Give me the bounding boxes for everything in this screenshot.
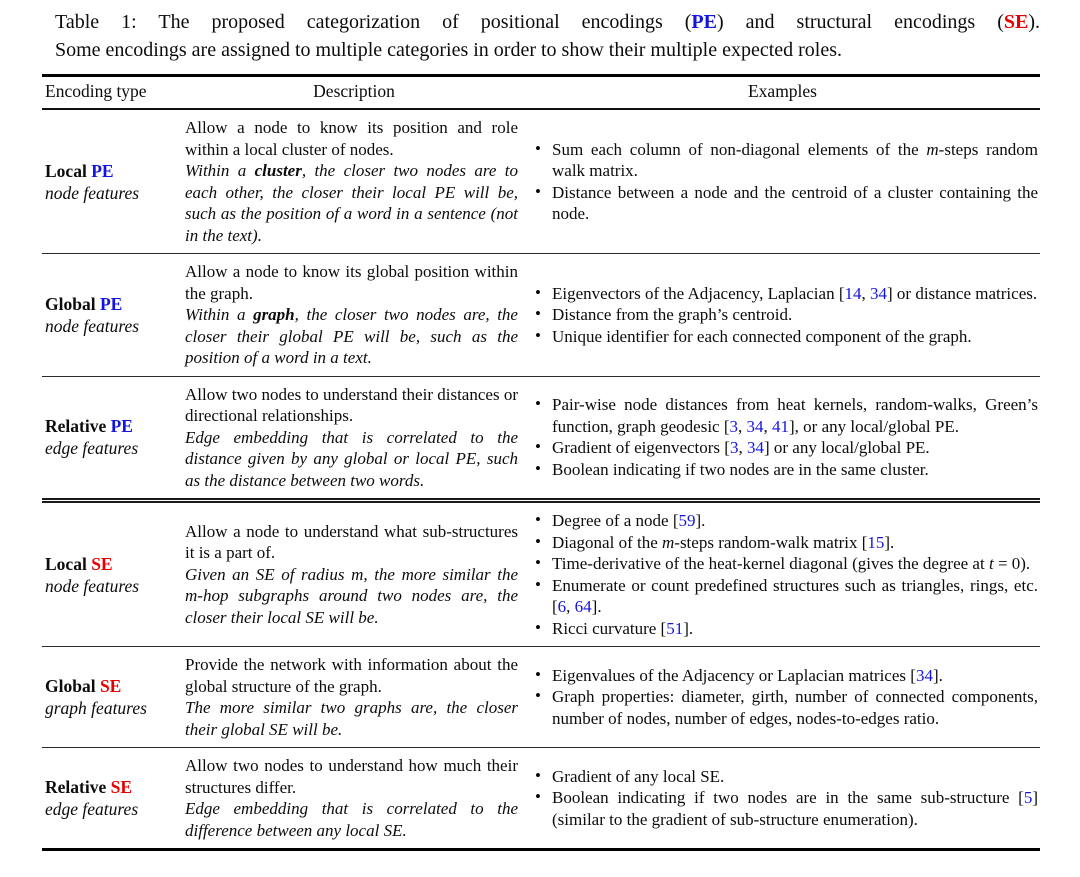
encoding-type-label [45,160,175,182]
text-segment: m [185,586,198,606]
bullet-icon: • [535,510,541,529]
citation-link[interactable]: 34 [870,283,887,303]
text-segment: ] or distance matrices. [887,283,1038,303]
encodings-table [42,74,1040,851]
example-item [530,665,1038,687]
description-cell [183,254,525,377]
text-segment: The more similar two graphs are, the closer their global SE will be. [185,698,518,739]
text-segment: , [763,416,772,436]
citation-link[interactable]: 14 [844,283,862,303]
text-segment: ]. [591,597,602,616]
feature-scope-label: node features [45,315,140,336]
text-segment: t [988,554,994,573]
citation-link[interactable]: 34 [915,665,933,685]
feature-scope-label: node features [45,575,140,596]
caption-line-2 [55,36,1040,64]
text-segment: Pair-wise node distances from heat kernels, random-walks, Green’s function, graph geodesic [ [552,395,1038,436]
example-item [530,283,1038,305]
bullet-icon: • [535,617,541,637]
text-segment: -hop subgraphs around two nodes are, the closer their local SE will be. [185,586,518,627]
examples-cell [525,748,1040,850]
citation-link[interactable]: 64 [574,597,592,616]
encoding-tag-se: SE [91,553,113,574]
text-segment: Within a [185,161,255,180]
example-item [530,553,1038,575]
text-segment: ]. [695,511,706,530]
description-plain [185,521,518,564]
example-item [530,618,1038,640]
text-segment: Edge embedding that is correlated to the difference between any local SE. [185,799,518,840]
table-caption [55,8,1040,64]
bullet-icon: • [535,553,541,572]
encoding-type-cell [42,647,183,748]
feature-scope-label: edge features [45,799,139,819]
text-segment: Enumerate or count predefined structures such as triangles, rings, etc. [ [552,575,1038,616]
description-italic [185,798,518,841]
bullet-icon: • [535,574,541,594]
text-segment: Edge embedding that is correlated to the distance given by any global or local PE, such as the distance between two words. [185,427,518,490]
encoding-category: Relative [45,777,111,797]
examples-list [530,283,1038,348]
encoding-type-cell [42,748,183,850]
example-item [530,326,1038,348]
example-item [530,575,1038,618]
description-italic [185,304,518,369]
text-segment: , [566,597,575,616]
text-segment: Time-derivative of the heat-kernel diagonal (gives the degree at [552,554,989,573]
examples-cell [525,109,1040,254]
examples-cell [525,647,1040,748]
feature-scope-label: edge features [45,438,139,459]
text-segment: Provide the network with information about the global structure of the graph. [185,655,518,696]
citation-link[interactable]: 3 [729,438,739,458]
examples-list [530,139,1038,225]
description-plain [185,384,518,427]
text-segment: ], or any local/global PE. [789,416,959,436]
bullet-icon: • [535,304,541,323]
bullet-icon: • [535,664,541,684]
citation-link[interactable]: 5 [1023,788,1033,808]
citation-link[interactable]: 34 [746,438,764,458]
encoding-type-label [45,776,175,798]
encoding-tag-se: SE [110,777,133,797]
encoding-type-label [45,553,175,575]
text-segment: Table 1: The proposed categorization of positional encodings ( [55,11,692,33]
encoding-tag-se: SE [99,676,122,696]
example-item [530,139,1038,182]
header-description: Description [183,76,525,110]
description-plain [185,261,518,304]
text-segment: Distance from the graph’s centroid. [552,305,793,324]
examples-cell [525,254,1040,377]
text-segment: m [926,139,939,159]
description-italic [185,427,518,492]
text-segment: Sum each column of non-diagonal elements of the [552,139,927,159]
example-item [530,182,1038,225]
example-item [530,510,1038,532]
text-segment: Gradient of any local SE. [552,766,725,786]
caption-line-1 [55,8,1040,36]
text-segment: Unique identifier for each connected component of the graph. [552,326,972,346]
text-segment: Allow a node to know its position and role within a local cluster of nodes. [185,118,518,159]
text-segment: , the more similar the [363,564,518,584]
text-segment: Allow a node to know its global position within the graph. [185,262,518,303]
text-segment: graph [253,305,295,324]
text-segment: m [351,564,364,584]
encoding-type-label [45,293,175,315]
table-row [42,501,1040,647]
text-segment: ]. [683,618,694,638]
encoding-category: Global [45,676,100,696]
example-item [530,394,1038,437]
paper-page [0,8,1080,877]
examples-list [530,766,1038,831]
example-item [530,532,1038,554]
text-segment: ). [1028,11,1040,33]
text-segment: , the closer two nodes are, the closer their global PE will be, such as the position of a word in a text. [185,305,518,367]
encoding-type-cell [42,501,183,647]
description-italic [185,160,518,246]
encoding-category: Local [45,553,92,574]
example-item [530,437,1038,459]
text-segment: ]. [932,665,943,685]
encoding-tag-pe: PE [110,416,133,437]
header-examples: Examples [525,76,1040,110]
encoding-type-label [45,415,175,437]
citation-link[interactable]: 59 [678,511,696,530]
text-segment: ] (similar to the gradient of sub-structure enumeration). [552,788,1038,829]
description-italic [185,564,518,629]
example-item [530,686,1038,729]
example-item [530,787,1038,830]
text-segment: PE [691,11,717,33]
citation-link[interactable]: 3 [729,416,738,436]
text-segment: Boolean indicating if two nodes are in the same cluster. [552,459,929,479]
bullet-icon: • [535,437,541,457]
description-plain [185,654,518,697]
examples-list [530,665,1038,730]
table-header [42,76,1040,110]
bullet-icon: • [535,765,541,785]
table-row [42,109,1040,254]
bullet-icon: • [535,531,541,551]
text-segment: Diagonal of the [552,532,662,552]
description-cell [183,748,525,850]
bullet-icon: • [535,458,541,478]
bullet-icon: • [535,686,541,706]
table-row [42,254,1040,377]
citation-link[interactable]: 6 [557,597,567,616]
text-segment: Graph properties: diameter, girth, number of connected components, number of nodes, number of edges, nodes-to-edges ratio. [552,687,1038,728]
description-plain [185,117,518,160]
encoding-type-cell [42,376,183,501]
text-segment: Ricci curvature [ [552,618,667,638]
description-italic [185,697,518,740]
example-item [530,304,1038,326]
text-segment: SE [1003,11,1029,33]
encoding-category: Local [45,160,92,181]
citation-link[interactable]: 51 [666,618,684,638]
text-segment: cluster [254,161,302,180]
header-encoding-type: Encoding type [42,76,183,110]
text-segment: = 0). [993,554,1031,573]
encoding-type-cell [42,109,183,254]
bullet-icon: • [535,181,541,201]
text-segment: -steps random walk matrix. [552,139,1038,180]
examples-cell [525,501,1040,647]
encoding-category: Relative [45,416,111,437]
text-segment: , [738,416,747,436]
description-cell [183,109,525,254]
text-segment: Boolean indicating if two nodes are in the same sub-structure [ [552,788,1024,808]
text-segment: , the closer two nodes are to each other, the closer their local PE will be, such as the position of a word in a sentence (not in the text). [185,161,518,245]
bullet-icon: • [535,787,541,807]
examples-list [530,510,1038,639]
table-row [42,748,1040,850]
bullet-icon: • [535,282,541,302]
encoding-tag-pe: PE [91,160,114,181]
citation-link[interactable]: 41 [772,416,789,436]
feature-scope-label: node features [45,182,140,203]
text-segment: Allow two nodes to understand how much their structures differ. [185,756,518,797]
examples-list [530,394,1038,480]
text-segment: Distance between a node and the centroid of a cluster containing the node. [552,182,1038,223]
table-row [42,376,1040,501]
text-segment: Allow two nodes to understand their distances or directional relationships. [185,384,518,425]
description-cell [183,647,525,748]
bullet-icon: • [535,325,541,345]
encoding-type-label [45,675,175,697]
text-segment: Gradient of eigenvectors [ [552,438,730,458]
text-segment: Degree of a node [ [552,511,679,530]
text-segment: Allow a node to understand what sub-structures it is a part of. [185,521,518,563]
text-segment: , [738,438,747,458]
bullet-icon: • [535,138,541,158]
text-segment: Within a [185,305,254,324]
text-segment: ] or any local/global PE. [763,438,930,458]
encoding-type-cell [42,254,183,377]
example-item [530,766,1038,788]
examples-cell [525,376,1040,501]
example-item [530,459,1038,481]
text-segment: , [861,283,870,303]
text-segment: Eigenvectors of the Adjacency, Laplacian [ [552,283,845,303]
text-segment: Eigenvalues of the Adjacency or Laplacian matrices [ [552,665,916,685]
description-cell [183,501,525,647]
text-segment: ) and structural encodings ( [716,11,1004,33]
bullet-icon: • [535,394,541,414]
encoding-tag-pe: PE [99,293,123,314]
description-plain [185,755,518,798]
text-segment: Given an SE of radius [185,564,352,584]
citation-link[interactable]: 15 [867,532,885,552]
feature-scope-label: graph features [45,698,147,718]
encoding-category: Global [45,293,100,314]
text-segment: ]. [884,532,895,552]
table-body [42,109,1040,850]
text-segment: m [662,532,675,552]
description-cell [183,376,525,501]
table-row [42,647,1040,748]
text-segment: -steps random-walk matrix [ [674,532,868,552]
text-segment: Some encodings are assigned to multiple categories in order to show their multiple expected roles. [55,39,843,61]
citation-link[interactable]: 34 [746,416,764,436]
